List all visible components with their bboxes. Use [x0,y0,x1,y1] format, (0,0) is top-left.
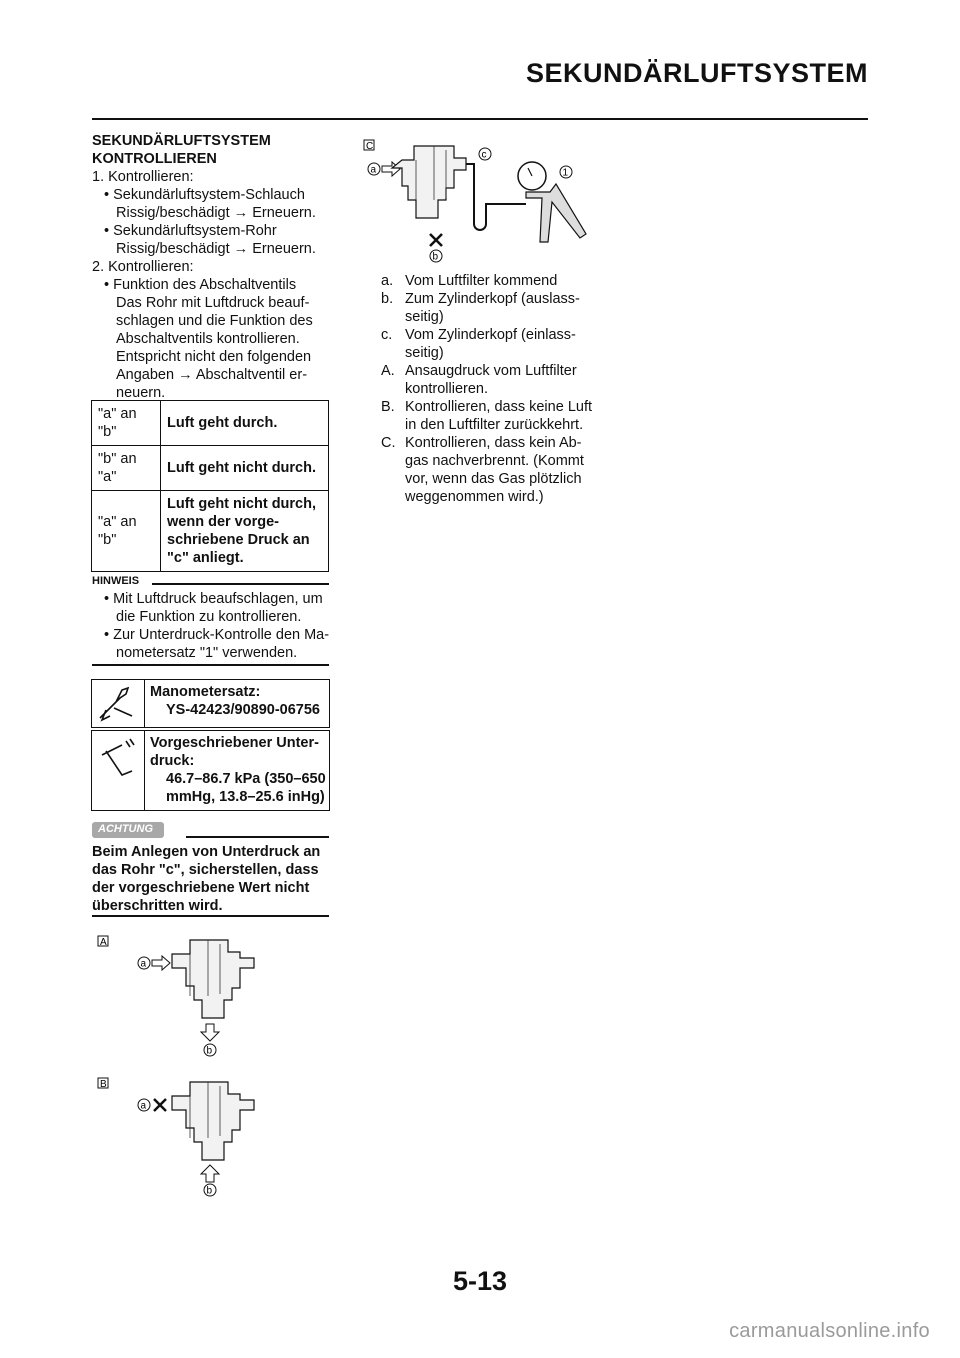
legend-key: A. [381,363,395,379]
legend-text: Vom Luftfilter kommend [405,273,558,289]
legend-text: gas nachverbrennt. (Kommt [405,453,584,469]
blocked-x-icon [154,1099,166,1111]
tool1-label: Manometersatz: [150,684,261,700]
figure-c-label-1: 1 [562,167,569,179]
bullet-valve-text: Angaben → Abschaltventil er- [116,367,308,383]
achtung-line: der vorgeschriebene Wert nicht [92,880,310,896]
achtung-badge [92,822,164,838]
figure-a-valve [90,930,270,1065]
bullet-pipe: • Sekundärluftsystem-Rohr [104,223,277,239]
watermark[interactable]: carmanualsonline.info [729,1320,930,1342]
legend-text: seitig) [405,345,444,361]
bullet-pipe-action: Rissig/beschädigt → Erneuern. [116,241,316,257]
achtung-text [92,843,332,915]
legend-text: vor, wenn das Gas plötzlich [405,471,582,487]
hinweis-label: HINWEIS [92,575,140,587]
legend-item [381,290,611,326]
tool-box-manometer [91,679,330,728]
legend-key: b. [381,291,394,307]
step-1: 1. Kontrollieren: [92,169,194,185]
legend-key: C. [381,435,396,451]
tool1-value: YS-42423/90890-06756 [166,702,320,718]
table-row [92,401,329,446]
page-title: SEKUNDÄRLUFTSYSTEM [525,58,868,88]
table-cell-direction: "b" an "a" [92,446,161,491]
legend-text: in den Luftfilter zurückkehrt. [405,417,584,433]
figure-b-label-a: a [140,1100,147,1112]
page-number: 5-13 [452,1266,508,1296]
legend-item [381,362,611,398]
hinweis-line: die Funktion zu kontrollieren. [116,609,302,625]
legend-item [381,272,611,290]
table-cell-direction: "a" an "b" [92,491,161,572]
figure-b-label-b: b [206,1185,213,1197]
achtung-rule [186,836,329,838]
figure-c-label-a: a [370,164,377,176]
section-heading-line2: KONTROLLIEREN [92,151,217,167]
table-cell-direction: "a" an "b" [92,401,161,446]
table-cell-result: Luft geht nicht durch, wenn der vorge- schriebene Druck an "c" anliegt. [161,491,329,572]
legend-key: B. [381,399,395,415]
legend-text: kontrollieren. [405,381,489,397]
tool2-label-line1: Vorgeschriebener Unter- [150,735,319,751]
figure-c-label-c: c [481,149,487,161]
title-rule [92,118,868,120]
tool2-label-line2: druck: [150,753,195,769]
section-heading-line1: SEKUNDÄRLUFTSYSTEM [92,133,271,149]
hinweis-line: • Mit Luftdruck beaufschlagen, um [104,591,323,607]
legend-text: Vom Zylinderkopf (einlass- [405,327,576,343]
tool2-value-line1: 46.7–86.7 kPa (350–650 [166,771,326,787]
figure-c-gauge-setup [360,136,610,266]
hinweis-line: nometersatz "1" verwenden. [116,645,298,661]
bullet-hose-action: Rissig/beschädigt → Erneuern. [116,205,316,221]
legend-text: weggenommen wird.) [405,489,544,505]
figure-c-label-b: b [432,251,439,263]
bullet-valve-text: neuern. [116,385,166,401]
hinweis-end-rule [92,664,329,666]
valve-check-table [91,400,329,572]
legend-item [381,398,611,434]
legend-text: Zum Zylinderkopf (auslass- [405,291,580,307]
figure-a-label-a: a [140,958,147,970]
legend-text: Kontrollieren, dass kein Ab- [405,435,582,451]
table-row [92,446,329,491]
table-cell-result: Luft geht durch. [161,401,329,446]
achtung-label: ACHTUNG [98,823,153,835]
legend-text: Ansaugdruck vom Luftfilter [405,363,577,379]
tool-box-spec [91,730,330,811]
bullet-hose: • Sekundärluftsystem-Schlauch [104,187,305,203]
step-2: 2. Kontrollieren: [92,259,194,275]
achtung-line: das Rohr "c", sicherstellen, dass [92,862,319,878]
legend-key: c. [381,327,393,343]
hinweis-rule [152,583,329,585]
tool2-value-line2: mmHg, 13.8–25.6 inHg) [166,789,325,805]
legend-item [381,434,611,506]
figure-a-label-b: b [206,1045,213,1057]
figure-a-tag: A [100,937,107,948]
table-cell-result: Luft geht nicht durch. [161,446,329,491]
left-text-block [92,132,332,402]
achtung-end-rule [92,915,329,917]
hinweis-line: • Zur Unterdruck-Kontrolle den Ma- [104,627,330,643]
table-row [92,491,329,572]
figure-legend [381,272,611,506]
figure-b-tag: B [100,1079,107,1090]
achtung-line: überschritten wird. [92,898,223,914]
legend-item [381,326,611,362]
legend-text: Kontrollieren, dass keine Luft [405,399,592,415]
bullet-valve-text: Abschaltventils kontrollieren. [116,331,300,347]
bullet-valve-text: schlagen und die Funktion des [116,313,313,329]
figure-b-valve [90,1072,270,1202]
legend-text: seitig) [405,309,444,325]
blocked-x-icon [430,234,442,246]
bullet-valve-text: Das Rohr mit Luftdruck beauf- [116,295,310,311]
bullet-valve-text: Entspricht nicht den folgenden [116,349,312,365]
achtung-line: Beim Anlegen von Unterdruck an [92,844,321,860]
hinweis-text [92,590,332,662]
caliper-icon [92,731,145,810]
wrench-icon [92,680,145,727]
bullet-valve: • Funktion des Abschaltventils [104,277,297,293]
figure-c-tag: C [366,141,374,152]
legend-key: a. [381,273,394,289]
